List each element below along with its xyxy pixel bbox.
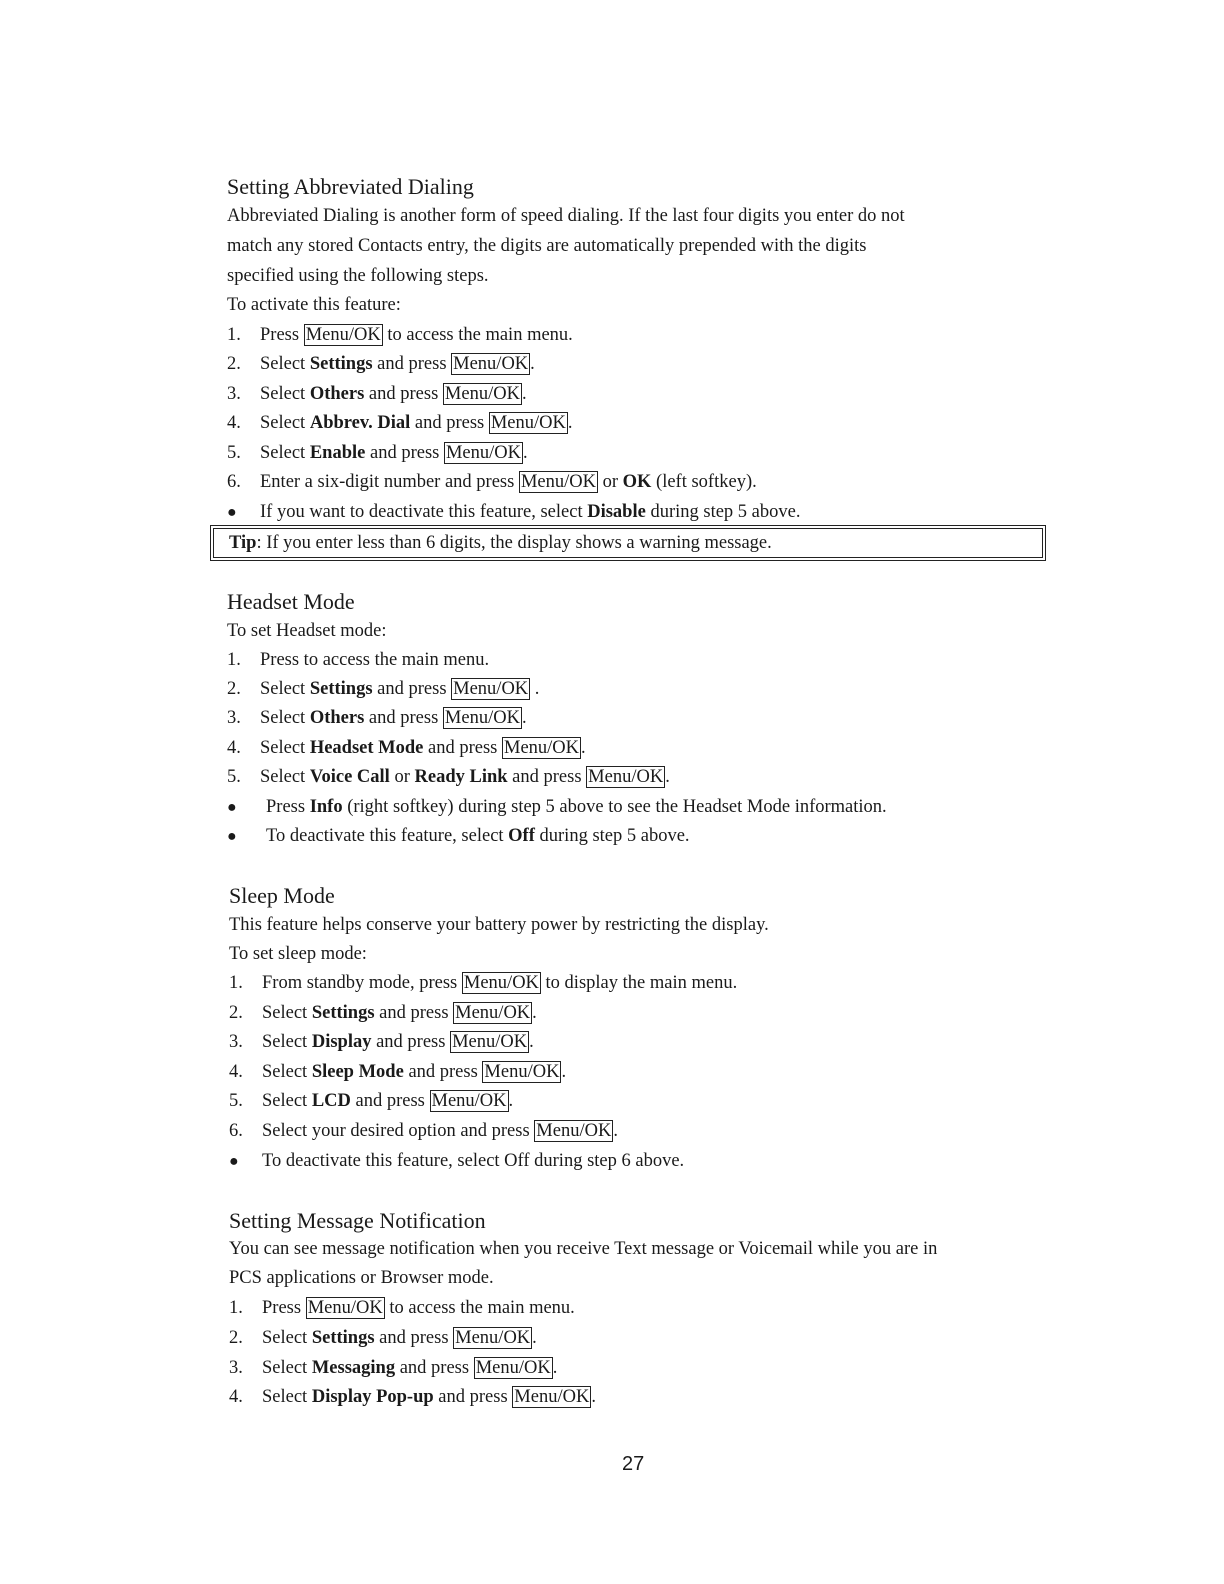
step-item: 6. Select your desired option and press Menu/OK .	[229, 1121, 618, 1141]
step-item: 6. Enter a six-digit number and press Menu/OK or OK (left softkey).	[227, 472, 757, 492]
section-title-headset-mode: Headset Mode	[227, 589, 355, 614]
menu-ok-key: Menu/OK	[453, 679, 529, 699]
menu-ok-key: Menu/OK	[444, 708, 520, 728]
section-title-sleep-mode: Sleep Mode	[229, 883, 335, 908]
menu-ok-key: Menu/OK	[536, 1121, 612, 1141]
step-item: 3. Select Messaging and press Menu/OK .	[229, 1358, 558, 1378]
menu-ok-key: Menu/OK	[453, 354, 529, 374]
menu-ok-key: Menu/OK	[455, 1003, 531, 1023]
step-item: 5. Select LCD and press Menu/OK .	[229, 1091, 514, 1111]
step-item: 1. Press Menu/OK to access the main menu.	[229, 1298, 575, 1318]
bullet-item: ● To deactivate this feature, select Off during step 5 above.	[227, 824, 690, 849]
step-item: 2. Select Settings and press Menu/OK .	[229, 1328, 537, 1348]
bullet-icon: ●	[227, 828, 237, 845]
menu-ok-key: Menu/OK	[490, 413, 566, 433]
menu-ok-key: Menu/OK	[431, 1091, 507, 1111]
bullet-item: ● If you want to deactivate this feature, select Disable during step 5 above.	[227, 500, 800, 525]
step-item: 1. From standby mode, press Menu/OK to display the main menu.	[229, 973, 738, 993]
instruction-lead: To set sleep mode:	[229, 944, 367, 964]
page-number: 27	[622, 1453, 645, 1475]
step-item: 1. Press to access the main menu.	[227, 650, 490, 670]
step-item: 3. Select Others and press Menu/OK .	[227, 384, 527, 404]
menu-ok-key: Menu/OK	[484, 1062, 560, 1082]
menu-ok-key: Menu/OK	[445, 443, 521, 463]
step-item: 4. Select Display Pop-up and press Menu/OK .	[229, 1387, 596, 1407]
step-item: 4. Select Headset Mode and press Menu/OK .	[227, 738, 586, 758]
section-title-message-notification: Setting Message Notification	[229, 1208, 486, 1233]
menu-ok-key: Menu/OK	[305, 325, 381, 345]
paragraph-line: Abbreviated Dialing is another form of speed dialing. If the last four digits you enter do not	[227, 206, 905, 226]
step-item: 2. Select Settings and press Menu/OK .	[227, 679, 540, 699]
bullet-icon: ●	[227, 799, 237, 816]
instruction-lead: To set Headset mode:	[227, 621, 387, 641]
instruction-lead: To activate this feature:	[227, 295, 401, 315]
step-item: 5. Select Enable and press Menu/OK .	[227, 443, 528, 463]
menu-ok-key: Menu/OK	[307, 1298, 383, 1318]
paragraph-line: specified using the following steps.	[227, 266, 489, 286]
menu-ok-key: Menu/OK	[588, 767, 664, 787]
step-item: 5. Select Voice Call or Ready Link and press Menu/OK .	[227, 767, 670, 787]
menu-ok-key: Menu/OK	[455, 1328, 531, 1348]
menu-ok-key: Menu/OK	[475, 1358, 551, 1378]
section-title-abbreviated-dialing: Setting Abbreviated Dialing	[227, 174, 474, 199]
step-item: 2. Select Settings and press Menu/OK .	[227, 354, 535, 374]
menu-ok-key: Menu/OK	[463, 973, 539, 993]
menu-ok-key: Menu/OK	[504, 738, 580, 758]
bullet-icon: ●	[229, 1153, 239, 1170]
paragraph-line: match any stored Contacts entry, the digits are automatically prepended with the digits	[227, 236, 867, 256]
step-item: 1. Press Menu/OK to access the main menu.	[227, 325, 573, 345]
bullet-icon: ●	[227, 504, 237, 521]
menu-ok-key: Menu/OK	[520, 472, 596, 492]
step-item: 3. Select Others and press Menu/OK .	[227, 708, 527, 728]
menu-ok-key: Menu/OK	[452, 1032, 528, 1052]
menu-ok-key: Menu/OK	[514, 1387, 590, 1407]
tip-box	[210, 525, 1046, 561]
bullet-item: ● Press Info (right softkey) during step 5 above to see the Headset Mode information.	[227, 795, 887, 820]
bullet-item: ● To deactivate this feature, select Off during step 6 above.	[229, 1149, 684, 1174]
menu-ok-key: Menu/OK	[444, 384, 520, 404]
tip-text: Tip: If you enter less than 6 digits, the display shows a warning message.	[229, 533, 772, 553]
step-item: 2. Select Settings and press Menu/OK .	[229, 1003, 537, 1023]
step-item: 3. Select Display and press Menu/OK .	[229, 1032, 534, 1052]
paragraph-line: You can see message notification when you receive Text message or Voicemail while you are in	[229, 1239, 938, 1259]
paragraph-line: This feature helps conserve your battery power by restricting the display.	[229, 915, 769, 935]
paragraph-line: PCS applications or Browser mode.	[229, 1268, 494, 1288]
step-item: 4. Select Sleep Mode and press Menu/OK .	[229, 1062, 567, 1082]
step-item: 4. Select Abbrev. Dial and press Menu/OK .	[227, 413, 573, 433]
